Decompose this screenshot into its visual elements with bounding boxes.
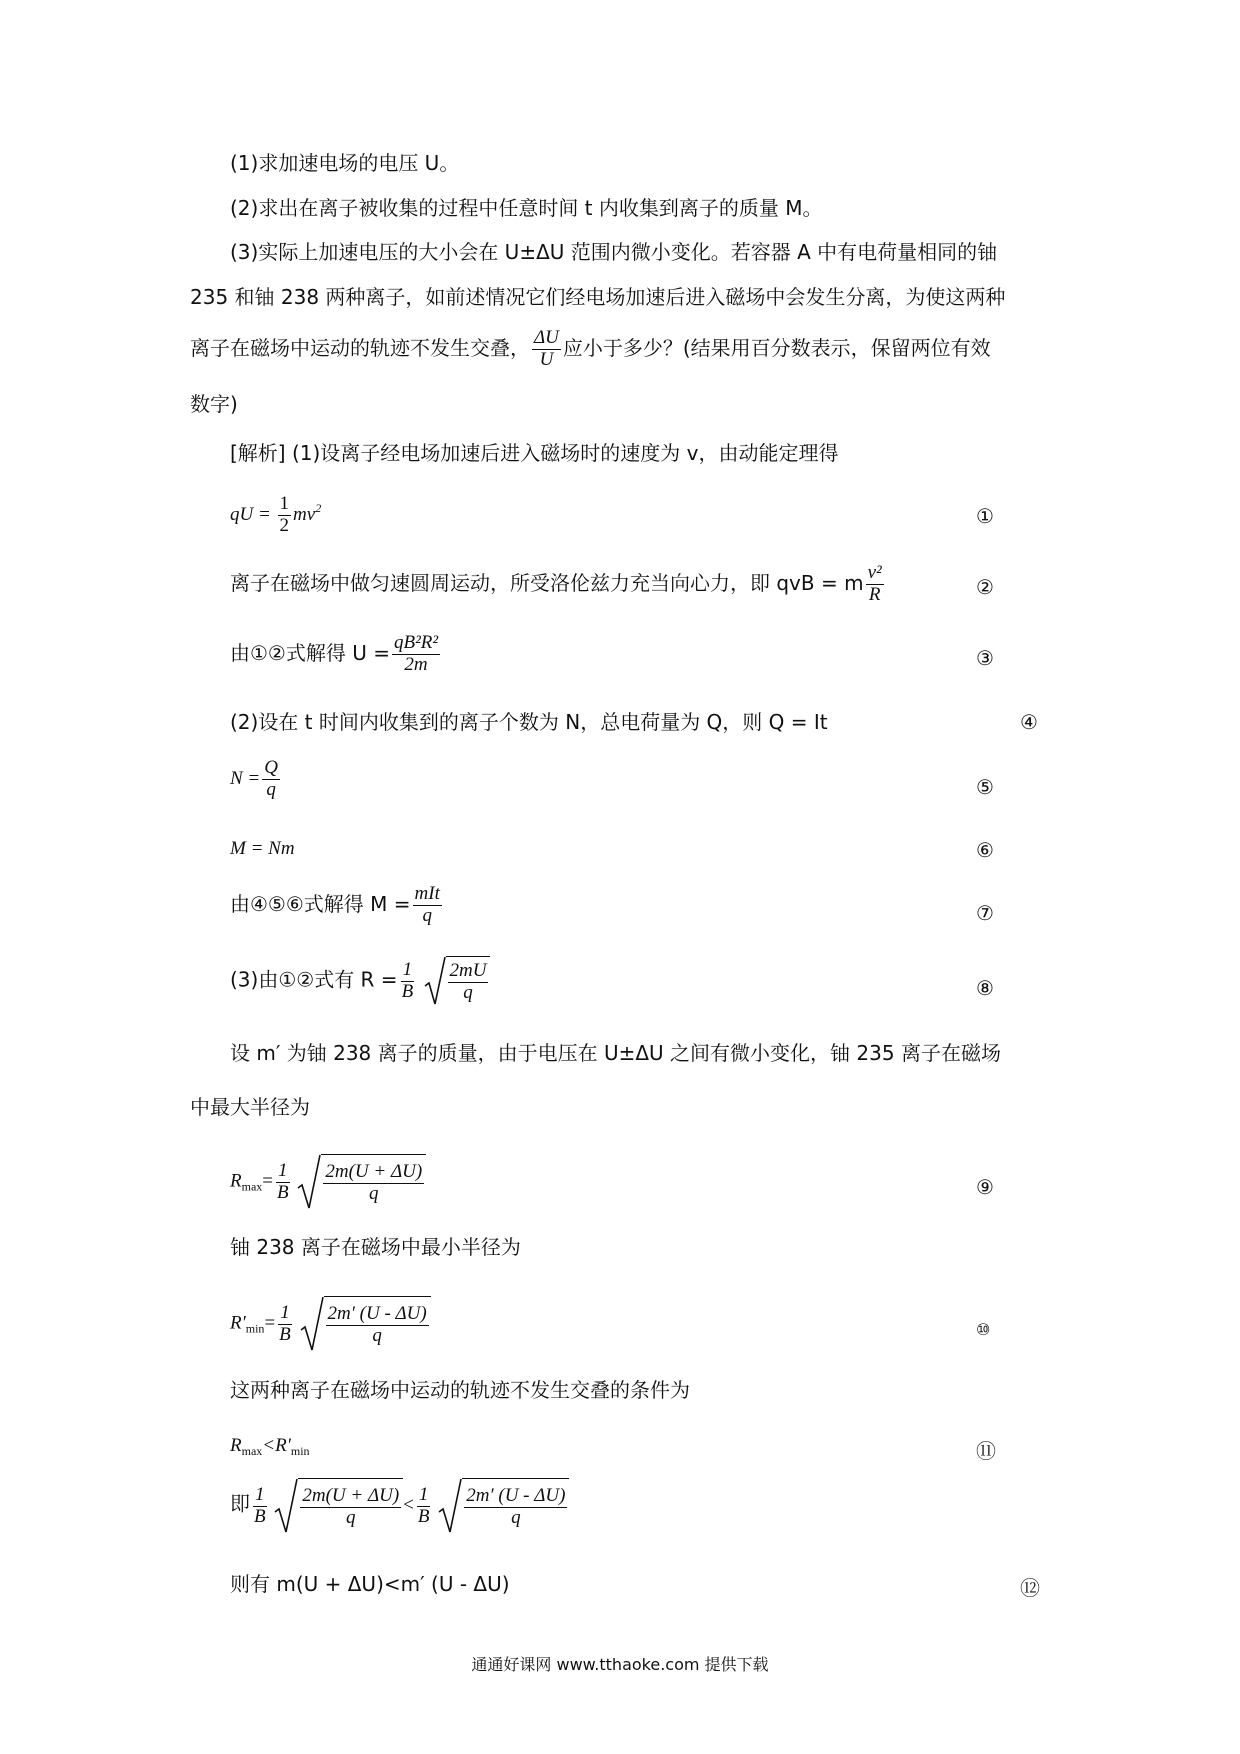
- eq8-sqrt: $\frac{2mU}{q}$: [424, 956, 491, 1006]
- lorentz-force-line: 离子在磁场中做匀速圆周运动，所受洛伦兹力充当向心力，即 qvB = m $\frac{\text{v²}}{R}$: [230, 562, 882, 605]
- min-radius-line: 铀 238 离子在磁场中最小半径为: [230, 1235, 521, 1259]
- question-1: (1)求加速电场的电压 U。: [230, 151, 460, 175]
- eq2-fraction: $\frac{\text{v²}}{R}$: [867, 562, 882, 605]
- condition-line: 这两种离子在磁场中运动的轨迹不发生交叠的条件为: [230, 1378, 690, 1402]
- question-3-text-pre: 离子在磁场中运动的轨迹不发生交叠，: [190, 335, 530, 360]
- eq9-fraction: $\frac{1}{B}$: [277, 1159, 289, 1203]
- solution-header: [解析] (1)设离子经电场加速后进入磁场时的速度为 v，由动能定理得: [230, 441, 839, 465]
- eq3-fraction: $\frac{\text{qB²R²}}{2m}$: [393, 632, 439, 675]
- equation-number-10: ⑩: [976, 1320, 991, 1339]
- equation-number-12: ⑫: [1020, 1576, 1040, 1600]
- question-3-text-post: 应小于多少？(结果用百分数表示，保留两位有效: [562, 335, 991, 360]
- equation-number-1: ①: [976, 504, 994, 528]
- question-3-line-4: 数字): [190, 392, 238, 416]
- paragraph-m-prime-line-2: 中最大半径为: [190, 1095, 310, 1119]
- equation-number-8: ⑧: [976, 976, 994, 1000]
- eq10-sqrt: $\frac{2m' (U - \Delta U)}{q}$: [300, 1296, 431, 1352]
- equation-6: M = Nm: [230, 838, 295, 859]
- equation-number-11: ⑪: [976, 1439, 996, 1463]
- equation-1: qU = $\frac{1}{2}$ $mv^2$: [230, 493, 322, 536]
- inequality-line: 即 $\frac{1}{B}$ $\frac{2m(U + \Delta U)}{q}$ < $\frac{1}{B}$ $\frac{2m' (U - \Delta U)}{q}$: [230, 1478, 569, 1534]
- eq1-fraction: $\frac{1}{2}$: [279, 493, 290, 536]
- ji-fraction-1: $\frac{1}{B}$: [254, 1483, 266, 1527]
- eq9-sqrt: $\frac{2m(U + \Delta U)}{q}$: [297, 1154, 426, 1210]
- equation-number-4: ④: [1020, 710, 1038, 734]
- solve-u-line: 由①②式解得 U = $\frac{\text{qB²R²}}{2m}$: [230, 632, 439, 675]
- equation-10: $R'_{min}=$ $\frac{1}{B}$ $\frac{2m' (U - \Delta U)}{q}$: [230, 1296, 431, 1352]
- part-3-radius-line: (3)由①②式有 R = $\frac{1}{B}$ $\frac{2mU}{q}$: [230, 956, 490, 1006]
- paragraph-m-prime-line-1: 设 m′ 为铀 238 离子的质量，由于电压在 U±ΔU 之间有微小变化，铀 235 离子在磁场: [230, 1041, 1001, 1065]
- question-3-line-2: 235 和铀 238 两种离子，如前述情况它们经电场加速后进入磁场中会发生分离，为使这两种: [190, 285, 1006, 309]
- equation-number-3: ③: [976, 646, 994, 670]
- eq5-fraction: $\frac{Q}{q}$: [264, 757, 278, 800]
- question-2: (2)求出在离子被收集的过程中任意时间 t 内收集到离子的质量 M。: [230, 196, 823, 220]
- question-3-line-1: (3)实际上加速电压的大小会在 U±ΔU 范围内微小变化。若容器 A 中有电荷量相同的铀: [230, 240, 998, 264]
- equation-number-5: ⑤: [976, 775, 994, 799]
- ji-sqrt-1: $\frac{2m(U + \Delta U)}{q}$: [274, 1478, 403, 1534]
- equation-number-2: ②: [976, 575, 994, 599]
- equation-5: N = $\frac{Q}{q}$: [230, 757, 278, 800]
- ji-sqrt-2: $\frac{2m' (U - \Delta U)}{q}$: [438, 1478, 569, 1534]
- equation-number-7: ⑦: [976, 901, 994, 925]
- part-2-line: (2)设在 t 时间内收集到的离子个数为 N，总电荷量为 Q，则 Q = It: [230, 710, 828, 734]
- page-footer: 通通好课网 www.tthaoke.com 提供下载: [471, 1655, 769, 1674]
- ji-fraction-2: $\frac{1}{B}$: [417, 1483, 430, 1527]
- solve-m-line: 由④⑤⑥式解得 M = $\frac{\text{mIt}}{q}$: [230, 883, 440, 926]
- equation-number-9: ⑨: [976, 1175, 994, 1199]
- equation-11: $R_{max}<R'_{min}$: [230, 1435, 310, 1458]
- eq8-fraction: $\frac{1}{B}$: [401, 958, 414, 1002]
- question-3-line-3: [190, 328, 991, 371]
- eq7-fraction: $\frac{\text{mIt}}{q}$: [414, 883, 440, 926]
- eq10-fraction: $\frac{1}{B}$: [279, 1301, 291, 1345]
- equation-9: $R_{max}=$ $\frac{1}{B}$ $\frac{2m(U + \Delta U)}{q}$: [230, 1154, 426, 1210]
- then-line: 则有 m(U + ΔU)<m′ (U - ΔU): [230, 1572, 510, 1596]
- equation-number-6: ⑥: [976, 838, 994, 862]
- delta-u-over-u-fraction: $\frac{\Delta U}{U}$: [534, 327, 559, 370]
